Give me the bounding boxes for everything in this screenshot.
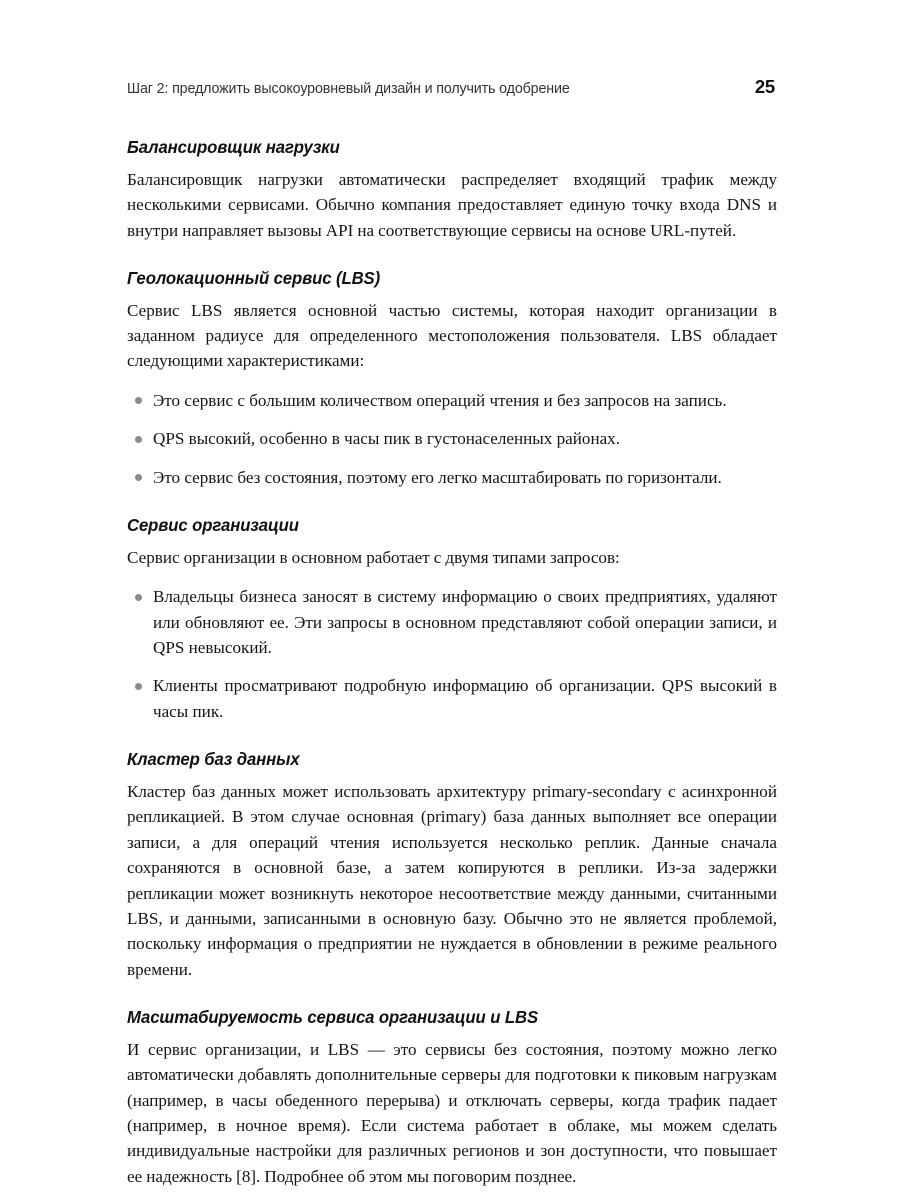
running-header [127,76,775,98]
list-item [127,584,777,660]
section-lbs [127,269,777,490]
bullet-dot-icon [135,474,142,481]
section-scalability [127,1008,777,1189]
list-item-text: Владельцы бизнеса заносят в систему информацию о своих предприятиях, удаляют или обновляют ее. Эти запросы в основном представляют собой операции записи, и QPS невысокий. [153,587,777,657]
section-heading: Сервис организации [127,515,299,536]
section-heading: Геолокационный сервис (LBS) [127,267,381,288]
list-item-text: QPS высокий, особенно в часы пик в густонаселенных районах. [153,429,620,449]
section-paragraph: Сервис LBS является основной частью системы, которая находит организации в заданном радиусе для определенного местоположения пользователя. LBS обладает следующими характеристиками: [127,300,777,371]
bullet-dot-icon [135,683,142,690]
section-heading: Масштабируемость сервиса организации и LBS [127,1007,539,1028]
list-item-text: Это сервис без состояния, поэтому его легко масштабировать по горизонтали. [153,467,722,487]
list-item [127,388,777,413]
list-item [127,465,777,490]
section-heading: Кластер баз данных [127,749,300,770]
bullet-list [127,584,777,724]
bullet-dot-icon [135,436,142,443]
list-item-text: Это сервис с большим количеством операций чтения и без запросов на запись. [153,390,727,410]
section-heading: Балансировщик нагрузки [127,137,340,157]
bullet-list [127,388,777,490]
list-item [127,426,777,451]
bullet-dot-icon [135,594,142,601]
text-column [127,138,777,1189]
section-paragraph: Кластер баз данных может использовать архитектуру primary-secondary с асинхронной репликацией. В этом случае основная (primary) база данных выполняет все операции записи, а для операций чтения используется несколько реплик. Данные сначала сохраняются в основной базе, а затем копируются в реплики. Из-за задержки репликации может возникнуть некоторое несоответствие между данными, считанными LBS, и данными, записанными в основную базу. Обычно это не является проблемой, поскольку информация о предприятии не нуждается в обновлении в режиме реального времени. [127,781,777,979]
list-item-text: Клиенты просматривают подробную информацию об организации. QPS высокий в часы пик. [153,676,777,721]
section-paragraph: Сервис организации в основном работает с двумя типами запросов: [127,547,620,567]
running-header-title: Шаг 2: предложить высокоуровневый дизайн и получить одобрение [127,80,570,97]
page-number: 25 [754,76,775,97]
bullet-dot-icon [135,397,142,404]
section-load-balancer [127,138,777,243]
list-item [127,673,777,724]
section-business-service [127,516,777,724]
section-paragraph: Балансировщик нагрузки автоматически распределяет входящий трафик между несколькими сервисами. Обычно компания предоставляет единую точку входа DNS и внутри направляет вызовы API на соответствующие сервисы на основе URL-путей. [127,169,777,240]
section-paragraph: И сервис организации, и LBS — это сервисы без состояния, поэтому можно легко автоматически добавлять дополнительные серверы для подготовки к пиковым нагрузкам (например, в часы обеденного перерыва) и отключать серверы, когда трафик падает (например, в ночное время). Если система работает в облаке, мы можем сделать индивидуальные настройки для различных регионов и зон доступности, что повышает ее надежность [8]. Подробнее об этом мы поговорим позднее. [127,1039,777,1186]
section-database-cluster [127,750,777,982]
